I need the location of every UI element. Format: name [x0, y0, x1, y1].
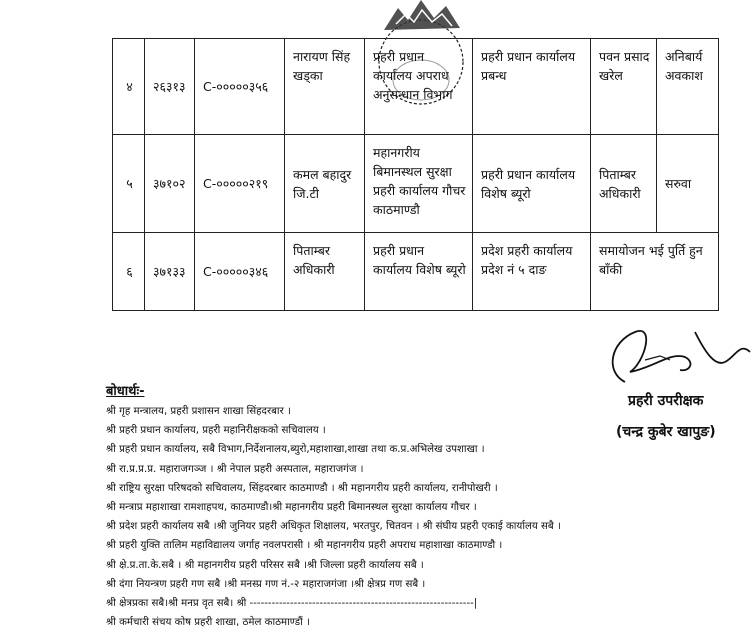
- from-office-cell: प्रहरी प्रधान कार्यालय विशेष ब्यूरो: [365, 233, 473, 311]
- cc-heading: बोधार्थः-: [106, 384, 145, 399]
- list-item: श्री क्षेत्रप्रका सबै।श्री मनप्र वृत सबै। श्री -------------------------------------------------------------|: [106, 598, 478, 610]
- name-cell: कमल बहादुर जि.टी: [285, 135, 365, 233]
- list-item: श्री प्रहरी प्रधान कार्यालय, सबै विभाग,निर्देशनालय,ब्युरो,महाशाखा,शाखा तथा क.प्र.अभिलेख उपशाखा ।: [106, 444, 485, 456]
- code-cell: C-०००००३५६: [195, 39, 285, 135]
- signer-name: (चन्द्र कुबेर खापुङ): [616, 424, 716, 440]
- remark-cell: सरुवा: [657, 135, 719, 233]
- id-cell: ३७१०२: [145, 135, 195, 233]
- table-row: [113, 39, 719, 135]
- signer-title: प्रहरी उपरीक्षक: [628, 393, 704, 409]
- list-item: श्री क्षे.प्र.ता.के.सबै । श्री महानगरीय प्रहरी परिसर सबै ।श्री जिल्ला प्रहरी कार्यालय सबै ।: [106, 559, 424, 571]
- remark-cell: अनिबार्य अवकाश: [657, 39, 719, 135]
- signature-mark: [585, 312, 756, 392]
- to-office-cell: प्रदेश प्रहरी कार्यालय प्रदेश नं ५ दाङ: [473, 233, 591, 311]
- from-office-cell: प्रहरी प्रधान कार्यालय अपराध अनुसन्धान विभाग: [365, 39, 473, 135]
- list-item: श्री दंगा नियन्त्रण प्रहरी गण सबै ।श्री मनस्प्र गण नं.-२ महाराजगंजा ।श्री क्षेत्रप्र गण सबै ।: [106, 578, 426, 590]
- list-item: श्री राष्ट्रिय सुरक्षा परिषदको सचिवालय, सिंहदरबार काठमाण्डौ । श्री महानगरीय प्रहरी कार्यालय, रानीपोखरी ।: [106, 482, 498, 494]
- name-cell: नारायण सिंह खड्का: [285, 39, 365, 135]
- id-cell: २६३१३: [145, 39, 195, 135]
- list-item: श्री प्रदेश प्रहरी कार्यालय सबै ।श्री जुनियर प्रहरी अधिकृत शिक्षालय, भरतपुर, चितवन । श्री संघीय प्रहरी एकाई कार्यालय सबै ।: [106, 521, 561, 533]
- officer-cell: समायोजन भई पुर्ति हुन बाँकी: [591, 233, 719, 311]
- officer-cell: पवन प्रसाद खरेल: [591, 39, 657, 135]
- serial-cell: ५: [113, 135, 145, 233]
- id-cell: ३७१३३: [145, 233, 195, 311]
- cc-list: [106, 402, 561, 632]
- table-row: [113, 135, 719, 233]
- transfer-table: [112, 38, 719, 311]
- list-item: श्री रा.प्र.प्र.प्र. महाराजगञ्ज । श्री नेपाल प्रहरी अस्पताल, महाराजगंज ।: [106, 463, 364, 475]
- from-office-cell: महानगरीय बिमानस्थल सुरक्षा प्रहरी कार्यालय गौचर काठमाण्डौ: [365, 135, 473, 233]
- code-cell: C-०००००२१९: [195, 135, 285, 233]
- name-cell: पिताम्बर अधिकारी: [285, 233, 365, 311]
- to-office-cell: प्रहरी प्रधान कार्यालय विशेष ब्यूरो: [473, 135, 591, 233]
- list-item: श्री मन्त्राप्र महाशाखा रामशाहपथ, काठमाण्डौ।श्री महानगरीय प्रहरी बिमानस्थल सुरक्षा कार्यालय गौचर ।: [106, 502, 477, 514]
- serial-cell: ६: [113, 233, 145, 311]
- to-office-cell: प्रहरी प्रधान कार्यालय प्रबन्ध: [473, 39, 591, 135]
- list-item: श्री प्रहरी प्रधान कार्यालय, प्रहरी महानिरीक्षकको सचिवालय ।: [106, 425, 326, 437]
- list-item: श्री कर्मचारी संचय कोष प्रहरी शाखा, ठमेल काठमाण्डौं ।: [106, 617, 310, 629]
- list-item: श्री प्रहरी युक्ति तालिम महाविद्यालय जर्गाह नवलपरासी । श्री महानगरीय प्रहरी अपराध महाशाखा काठमाण्डौ ।: [106, 540, 503, 552]
- code-cell: C-०००००३४६: [195, 233, 285, 311]
- serial-cell: ४: [113, 39, 145, 135]
- table-row: [113, 233, 719, 311]
- list-item: श्री गृह मन्त्रालय, प्रहरी प्रशासन शाखा सिंहदरबार ।: [106, 406, 291, 417]
- officer-cell: पिताम्बर अधिकारी: [591, 135, 657, 233]
